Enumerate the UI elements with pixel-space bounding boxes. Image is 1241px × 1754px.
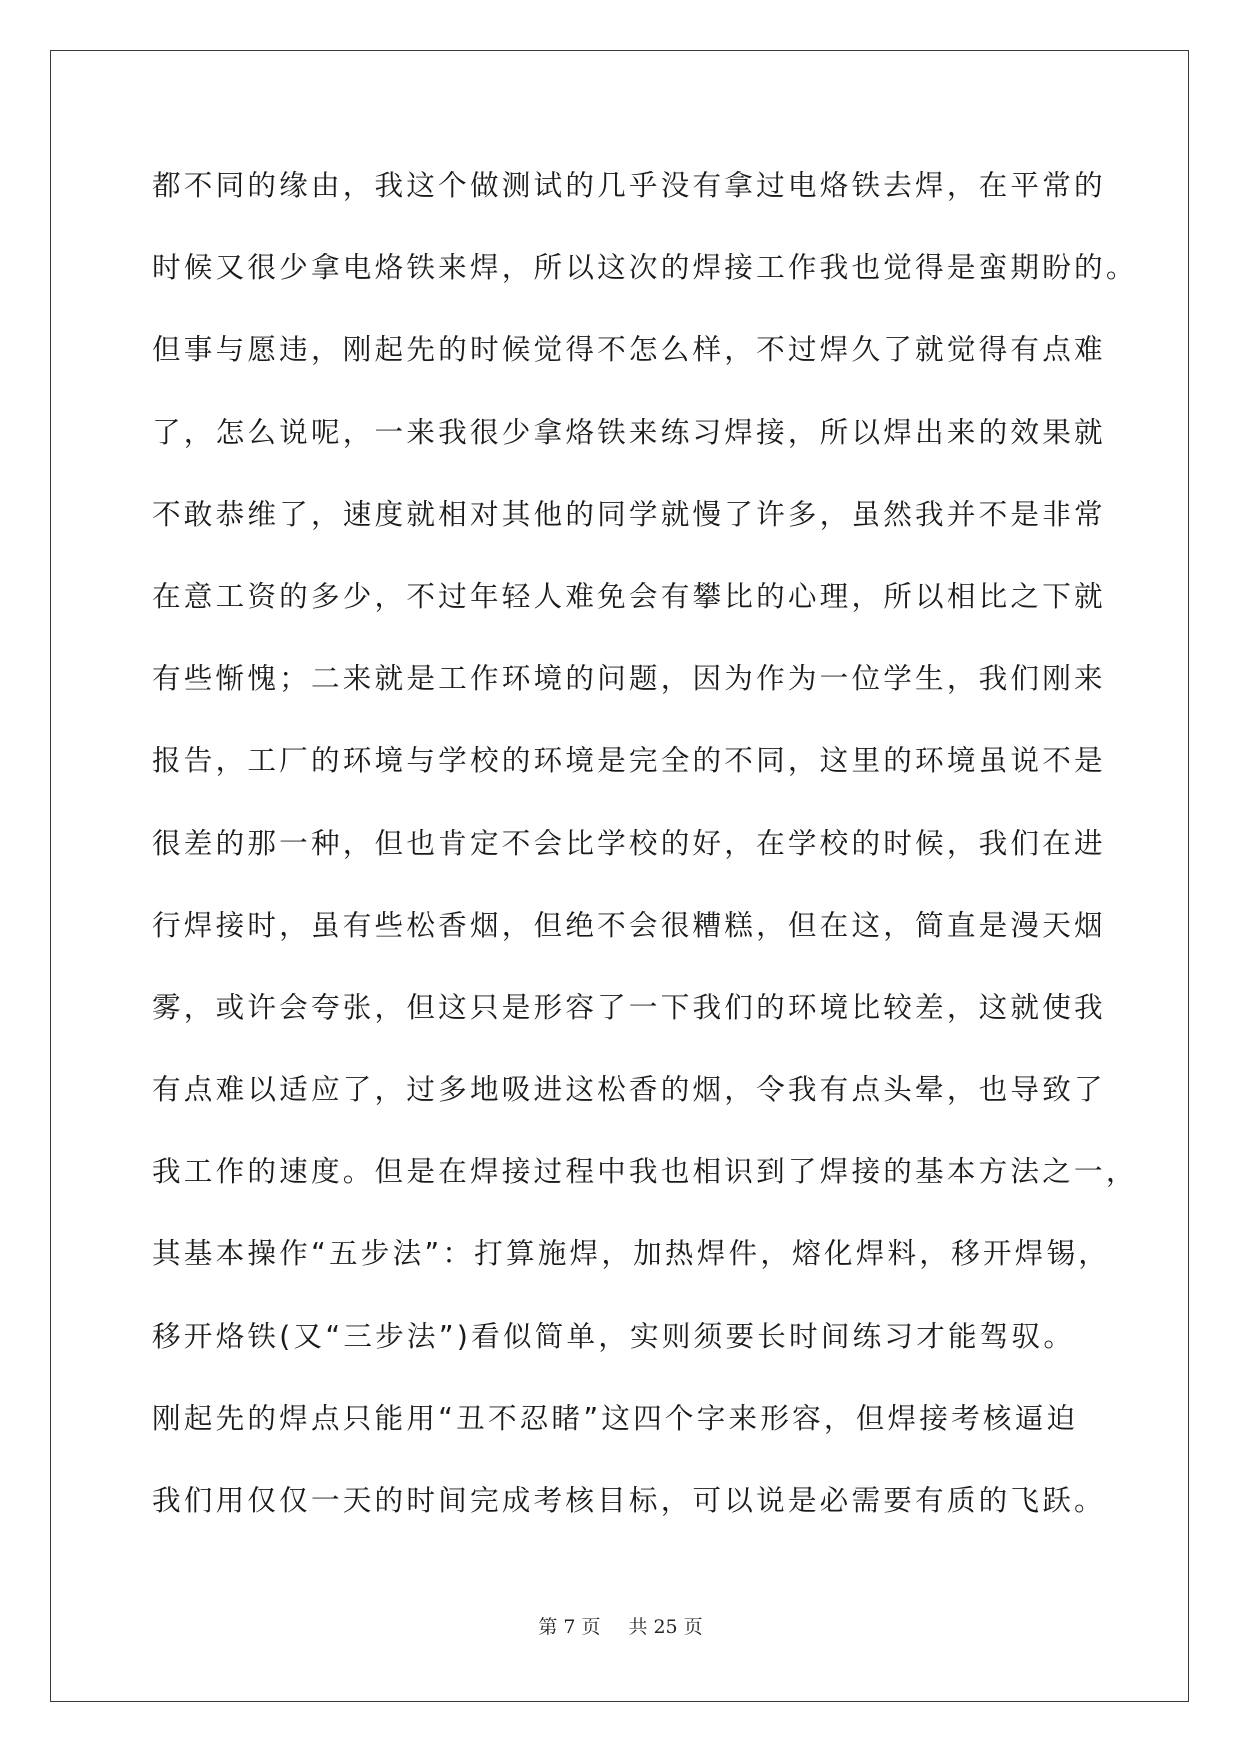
text-line: 移开烙铁(又“三步法”)看似简单，实则须要长时间练习才能驾驭。 [152, 1318, 1076, 1353]
text-line: 报告，工厂的环境与学校的环境是完全的不同，这里的环境虽说不是 [152, 743, 1106, 778]
text-line: 但事与愿违，刚起先的时候觉得不怎么样，不过焊久了就觉得有点难 [152, 332, 1106, 367]
text-line: 时候又很少拿电烙铁来焊，所以这次的焊接工作我也觉得是蛮期盼的。 [152, 250, 1138, 285]
page-footer [0, 1612, 1241, 1639]
text-line: 我们用仅仅一天的时间完成考核目标，可以说是必需要有质的飞跃。 [152, 1483, 1106, 1517]
text-line: 刚起先的焊点只能用“丑不忍睹”这四个字来形容，但焊接考核逼迫 [152, 1400, 1079, 1435]
text-line: 都不同的缘由，我这个做测试的几乎没有拿过电烙铁去焊，在平常的 [152, 168, 1106, 202]
page-label-suffix: 页 [581, 1616, 601, 1638]
text-line: 很差的那一种，但也肯定不会比学校的好，在学校的时候，我们在进 [152, 825, 1106, 860]
text-line: 有点难以适应了，过多地吸进这松香的烟，令我有点头晕，也导致了 [152, 1072, 1106, 1107]
text-line: 行焊接时，虽有些松香烟，但绝不会很糟糕，但在这，简直是漫天烟 [152, 907, 1106, 942]
text-line: 我工作的速度。但是在焊接过程中我也相识到了焊接的基本方法之一， [152, 1154, 1138, 1189]
text-line: 在意工资的多少，不过年轻人难免会有攀比的心理，所以相比之下就 [152, 578, 1106, 613]
total-label-prefix: 共 [628, 1616, 648, 1638]
page-number: 7 [563, 1616, 576, 1638]
text-line: 不敢恭维了，速度就相对其他的同学就慢了许多，虽然我并不是非常 [152, 496, 1106, 531]
total-pages: 25 [653, 1616, 678, 1638]
document-body [152, 160, 1138, 1557]
total-label-suffix: 页 [683, 1616, 703, 1638]
text-line: 其基本操作“五步法”：打算施焊，加热焊件，熔化焊料，移开焊锡， [152, 1236, 1111, 1271]
text-line: 了，怎么说呢，一来我很少拿烙铁来练习焊接，所以焊出来的效果就 [152, 414, 1106, 449]
text-line: 有些惭愧；二来就是工作环境的问题，因为作为一位学生，我们刚来 [152, 661, 1106, 696]
page-label-prefix: 第 [538, 1616, 558, 1638]
text-line: 雾，或许会夸张，但这只是形容了一下我们的环境比较差，这就使我 [152, 989, 1106, 1024]
